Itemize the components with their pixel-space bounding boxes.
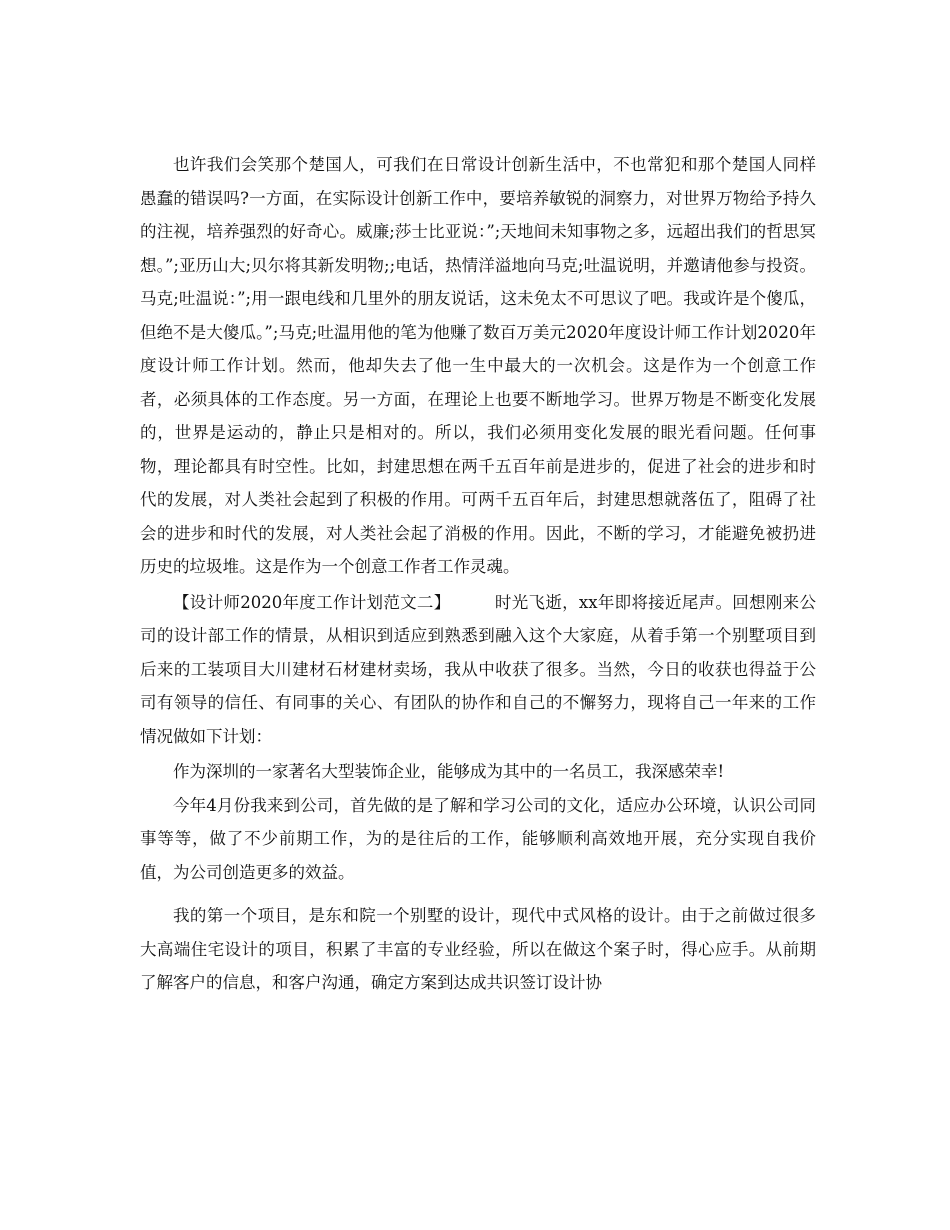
section-heading: 【设计师2020年度工作计划范文二】: [173, 592, 451, 612]
document-body: [140, 148, 816, 1000]
paragraph-1: 也许我们会笑那个楚国人，可我们在日常设计创新生活中，不也常犯和那个楚国人同样愚蠢的错误吗?一方面，在实际设计创新工作中，要培养敏锐的洞察力，对世界万物给予持久的注视，培养强烈的好奇心。威廉;莎士比亚说：”;天地间未知事物之多，远超出我们的哲思冥想。”;亚历山大;贝尔将其新发明物;;电话，热情洋溢地向马克;吐温说明，并邀请他参与投资。马克;吐温说：”;用一跟电线和几里外的朋友说话，这未免太不可思议了吧。我或许是个傻瓜，但绝不是大傻瓜。”;马克;吐温用他的笔为他赚了数百万美元2020年度设计师工作计划2020年度设计师工作计划。然而，他却失去了他一生中最大的一次机会。这是作为一个创意工作者，必须具体的工作态度。另一方面，在理论上也要不断地学习。世界万物是不断变化发展的，世界是运动的，静止只是相对的。所以，我们必须用变化发展的眼光看问题。任何事物，理论都具有时空性。比如，封建思想在两千五百年前是进步的，促进了社会的进步和时代的发展，对人类社会起到了积极的作用。可两千五百年后，封建思想就落伍了，阻碍了社会的进步和时代的发展，对人类社会起了消极的作用。因此，不断的学习，才能避免被扔进历史的垃圾堆。这是作为一个创意工作者工作灵魂。: [140, 155, 816, 576]
paragraph-2: [140, 586, 816, 754]
paragraph-5: 我的第一个项目，是东和院一个别墅的设计，现代中式风格的设计。由于之前做过很多大高端住宅设计的项目，积累了丰富的专业经验，所以在做这个案子时，得心应手。从前期了解客户的信息，和客户沟通，确定方案到达成共识签订设计协: [140, 906, 816, 992]
section-lead: 时光飞逝，xx年即将接近尾声。回: [494, 592, 750, 612]
paragraph-2-body: 想刚来公司的设计部工作的情景，从相识到适应到熟悉到融入这个大家庭，从着手第一个别墅项目到后来的工装项目大川建材石材建材卖场，我从中收获了很多。当然，今日的收获也得益于公司有领导的信任、有同事的关心、有团队的协作和自己的不懈努力，现将自己一年来的工作情况做如下计划：: [140, 592, 816, 746]
paragraph-3: 作为深圳的一家著名大型装饰企业，能够成为其中的一名员工，我深感荣幸!: [173, 762, 725, 781]
paragraph-4: 今年4月份我来到公司，首先做的是了解和学习公司的文化，适应办公环境，认识公司同事等等，做了不少前期工作，为的是往后的工作，能够顺利高效地开展，充分实现自我价值，为公司创造更多的效益。: [140, 795, 816, 882]
